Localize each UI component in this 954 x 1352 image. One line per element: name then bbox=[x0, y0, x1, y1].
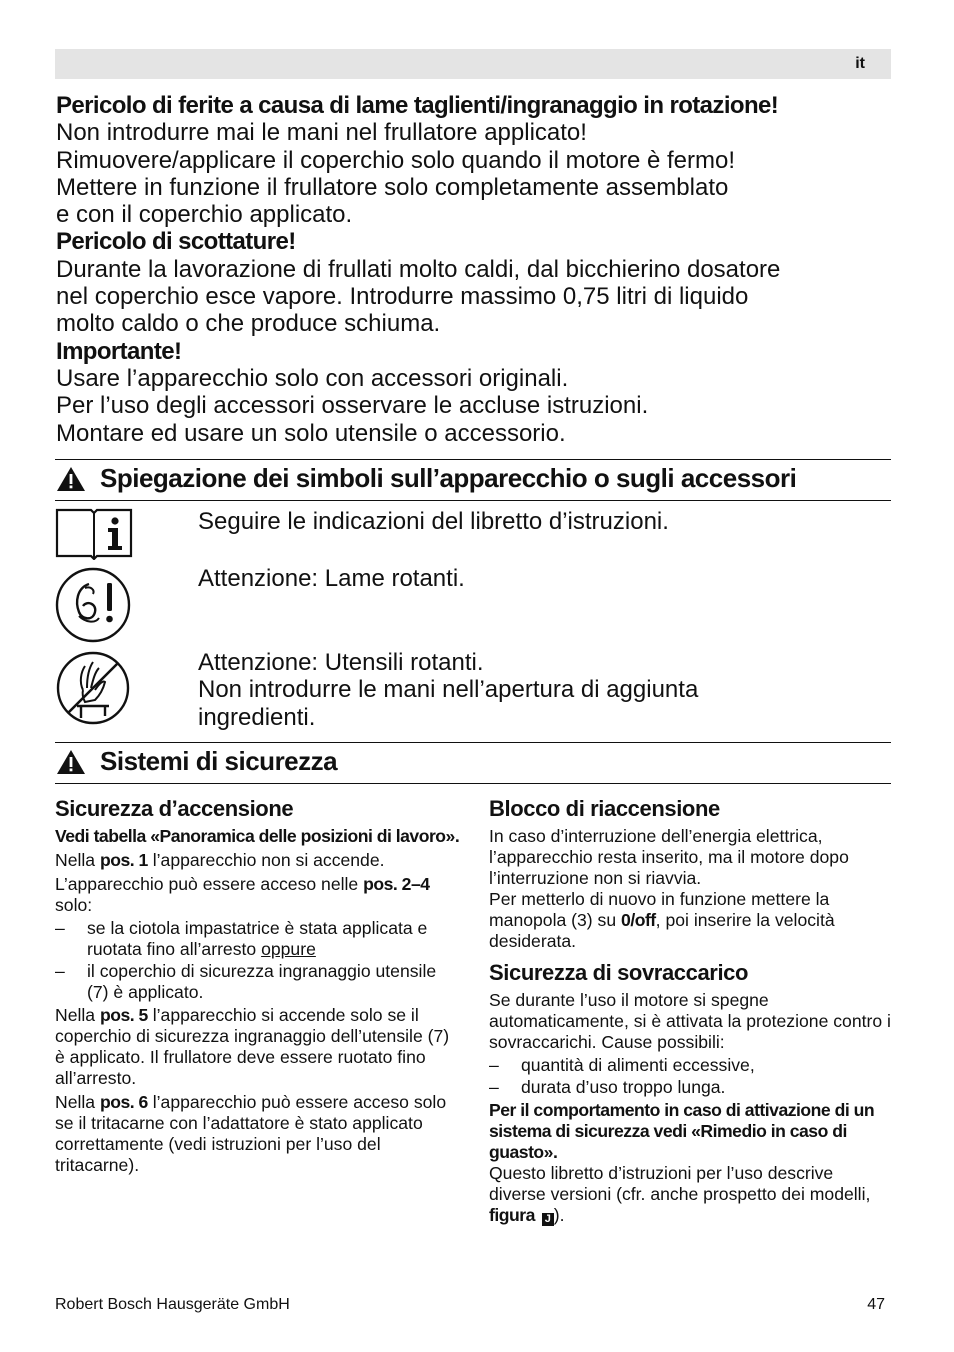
warning-line: molto caldo o che produce schiuma. bbox=[56, 310, 441, 338]
warning-line: Durante la lavorazione di frullati molto caldi, dal bicchierino dosatore bbox=[56, 255, 781, 283]
dash: – bbox=[55, 918, 65, 938]
warning-heading-burn: Pericolo di scottature! bbox=[56, 228, 296, 256]
position-label: pos. 1 bbox=[99, 850, 148, 870]
paragraph: Se durante l’uso il motore si spegne automaticamente, si è attivata la protezione contro i sovraccarichi. Cause possibili: bbox=[489, 990, 891, 1052]
text: , poi inserire la velocità desiderata. bbox=[489, 910, 835, 951]
symbols-section-heading bbox=[56, 463, 796, 494]
text: Nella bbox=[55, 1005, 100, 1025]
warning-line: e con il coperchio applicato. bbox=[56, 201, 353, 229]
dash: – bbox=[489, 1055, 499, 1075]
dash: – bbox=[55, 961, 65, 981]
text: l’apparecchio non si accende. bbox=[147, 850, 385, 870]
troubleshooting-note: Per il comportamento in caso di attivazione di un sistema di sicurezza vedi «Rimedio in caso di guasto». bbox=[489, 1100, 875, 1162]
divider bbox=[55, 500, 891, 501]
page-number: 47 bbox=[867, 1296, 885, 1313]
warning-line: nel coperchio esce vapore. Introdurre massimo 0,75 litri di liquido bbox=[56, 283, 749, 311]
right-column bbox=[489, 796, 894, 1226]
table-reference: Vedi tabella «Panoramica delle posizioni di lavoro». bbox=[55, 826, 460, 846]
text: Per metterlo di nuovo in funzione mettere la manopola (3) su bbox=[489, 889, 830, 930]
language-bar bbox=[55, 49, 891, 79]
divider bbox=[55, 459, 891, 460]
list-item bbox=[489, 1055, 894, 1076]
position-label: pos. 2–4 bbox=[363, 874, 430, 894]
paragraph: In caso d’interruzione dell’energia elettrica, l’apparecchio resta inserito, ma il motore dopo l’interruzione non si riavvia. bbox=[489, 826, 849, 888]
restart-lock-heading: Blocco di riaccensione bbox=[489, 796, 720, 821]
symbol-blades-text bbox=[198, 565, 888, 592]
overload-safety-heading: Sicurezza di sovraccarico bbox=[489, 960, 749, 985]
figure-badge: J bbox=[542, 1213, 554, 1226]
symbol-tools-text bbox=[198, 649, 888, 731]
warning-line: Mettere in funzione il frullatore solo completamente assemblato bbox=[56, 173, 729, 201]
text: quantità di alimenti eccessive, bbox=[521, 1055, 755, 1075]
switch-on-safety-heading: Sicurezza d’accensione bbox=[55, 796, 294, 821]
symbol-manual-description: Seguire le indicazioni del libretto d’istruzioni. bbox=[198, 508, 669, 535]
list-item bbox=[55, 961, 460, 1003]
warning-triangle-icon bbox=[56, 749, 86, 775]
text: L’apparecchio può essere acceso nelle bbox=[55, 874, 364, 894]
warning-line: Per l’uso degli accessori osservare le accluse istruzioni. bbox=[56, 392, 649, 420]
divider bbox=[55, 742, 891, 743]
dash: – bbox=[489, 1077, 499, 1097]
text: solo: bbox=[55, 895, 93, 915]
text: durata d’uso troppo lunga. bbox=[521, 1077, 726, 1097]
list-item bbox=[55, 918, 460, 960]
warning-line: Usare l’apparecchio solo con accessori originali. bbox=[56, 364, 569, 392]
warning-triangle-icon bbox=[56, 466, 86, 492]
text: Nella bbox=[55, 850, 100, 870]
text: l’apparecchio si accende solo se il coperchio di sicurezza ingranaggio dell’utensile (7) è applicato. Il frullatore deve essere ruotato fino all’arresto. bbox=[55, 1005, 450, 1088]
text: se la ciotola impastatrice è stata applicata e ruotata fino all’arresto bbox=[87, 918, 428, 959]
rotating-blades-icon bbox=[55, 566, 133, 644]
warning-line: Non introdurre mai le mani nel frullatore applicato! bbox=[56, 119, 587, 147]
warning-line: Rimuovere/applicare il coperchio solo quando il motore è fermo! bbox=[56, 146, 736, 174]
paragraph bbox=[55, 874, 460, 916]
left-column bbox=[55, 796, 460, 1176]
safety-warnings bbox=[56, 92, 906, 447]
figure-label: figura bbox=[489, 1205, 535, 1225]
paragraph bbox=[55, 1092, 460, 1176]
paragraph bbox=[55, 1005, 460, 1089]
symbol-tools-line: ingredienti. bbox=[198, 703, 316, 731]
symbols-heading-text: Spiegazione dei simboli sull’apparecchio o sugli accessori bbox=[100, 463, 797, 493]
paragraph bbox=[489, 889, 894, 952]
footer-company: Robert Bosch Hausgeräte GmbH bbox=[55, 1296, 290, 1313]
symbol-manual-text bbox=[198, 508, 888, 535]
divider bbox=[55, 783, 891, 784]
symbol-tools-line: Attenzione: Utensili rotanti. bbox=[198, 649, 484, 676]
symbol-blades-description: Attenzione: Lame rotanti. bbox=[198, 565, 465, 592]
text: Nella bbox=[55, 1092, 100, 1112]
no-hands-rotating-tools-icon bbox=[55, 650, 133, 726]
cause-list bbox=[489, 1055, 894, 1098]
manual-book-icon bbox=[55, 506, 133, 560]
underlined-text: oppure bbox=[261, 939, 316, 959]
text: Questo libretto d’istruzioni per l’uso descrive diverse versioni (cfr. anche prospetto dei modelli, bbox=[489, 1163, 871, 1204]
text: l’apparecchio può essere acceso solo se il tritacarne con l’adattatore è stato applicato correttamente (vedi istruzioni per l’uso del tritacarne). bbox=[55, 1092, 447, 1175]
list-item bbox=[489, 1077, 894, 1098]
warning-heading-injury: Pericolo di ferite a causa di lame taglienti/ingranaggio in rotazione! bbox=[56, 92, 779, 119]
paragraph bbox=[55, 850, 460, 871]
warning-line: Montare ed usare un solo utensile o accessorio. bbox=[56, 419, 566, 447]
language-code: it bbox=[855, 55, 865, 72]
text: ). bbox=[553, 1205, 565, 1225]
symbol-tools-line: Non introdurre le mani nell’apertura di aggiunta bbox=[198, 676, 699, 704]
off-label: 0/off bbox=[621, 910, 656, 930]
paragraph bbox=[489, 1163, 894, 1226]
position-label: pos. 6 bbox=[99, 1092, 148, 1112]
condition-list bbox=[55, 918, 460, 1003]
systems-heading-text: Sistemi di sicurezza bbox=[100, 746, 338, 776]
position-label: pos. 5 bbox=[99, 1005, 148, 1025]
warning-heading-important: Importante! bbox=[56, 337, 182, 365]
text: il coperchio di sicurezza ingranaggio utensile (7) è applicato. bbox=[87, 961, 437, 1002]
systems-section-heading bbox=[56, 746, 337, 777]
